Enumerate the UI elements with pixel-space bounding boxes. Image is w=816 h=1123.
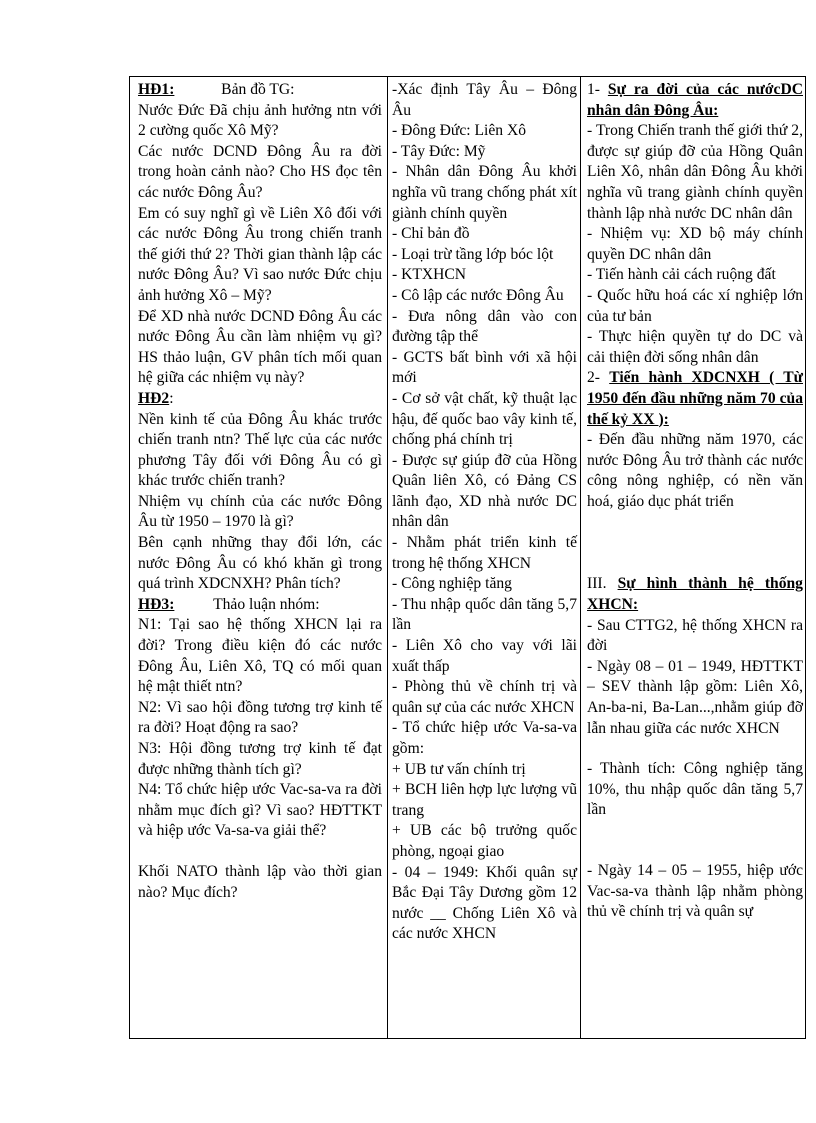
activity-paragraph bbox=[138, 615, 382, 697]
section-heading bbox=[587, 368, 803, 430]
content-text: - Quốc hữu hoá các xí nghiệp lớn của tư bản bbox=[587, 286, 803, 325]
answer-line: - 04 – 1949: Khối quân sự Bắc Đại Tây Dương gồm 12 nước __ Chống Liên Xô và các nước XHCN bbox=[392, 863, 577, 943]
content-line bbox=[587, 657, 803, 739]
content-line bbox=[587, 265, 803, 286]
content-line bbox=[587, 121, 803, 224]
answer-line: - Nhằm phát triển kinh tế trong hệ thống XHCN bbox=[392, 534, 577, 572]
activity-paragraph bbox=[138, 410, 382, 492]
lesson-table bbox=[129, 76, 806, 1039]
answer-line: - GCTS bất bình với xã hội mới bbox=[392, 348, 577, 387]
answer-line: - Tổ chức hiệp ước Va-sa-va gồm: bbox=[392, 719, 577, 757]
activity-heading-note: Bản đồ TG: bbox=[174, 81, 295, 98]
activity-text: N3: Hội đồng tương trợ kinh tế đạt được những thành tích gì? bbox=[138, 740, 382, 778]
activity-heading: HĐ2 bbox=[138, 389, 170, 407]
content-line bbox=[587, 286, 803, 327]
answer-line: - Chỉ bản đồ bbox=[392, 225, 470, 243]
answer-line: - Đưa nông dân vào con đường tập thể bbox=[392, 307, 577, 346]
answer-line: - Nhân dân Đông Âu khởi nghĩa vũ trang chống phát xít giành chính quyền bbox=[392, 163, 577, 222]
activity-paragraph bbox=[138, 739, 382, 780]
answer-line: -Xác định Tây Âu – Đông Âu bbox=[392, 81, 577, 119]
content-text: - Thực hiện quyền tự do DC và cải thiện đời sống nhân dân bbox=[587, 328, 803, 366]
content-line bbox=[587, 616, 803, 657]
content-text: 2- bbox=[587, 369, 610, 387]
section-heading bbox=[587, 574, 803, 615]
answer-line: - Liên Xô cho vay với lãi xuất thấp bbox=[392, 637, 577, 675]
answer-line: - Cô lập các nước Đông Âu bbox=[392, 286, 564, 304]
answer-line: - Loại trừ tầng lớp bóc lột bbox=[392, 245, 554, 263]
activity-paragraph bbox=[138, 780, 382, 842]
answer-line: - Phòng thủ về chính trị và quân sự của các nước XHCN bbox=[392, 678, 577, 716]
answer-line: - Đông Đức: Liên Xô bbox=[392, 122, 527, 140]
content-text: - Thành tích: Công nghiệp tăng 10%, thu nhập quốc dân tăng 5,7 lần bbox=[587, 760, 803, 819]
activity-text: Nhiệm vụ chính của các nước Đông Âu từ 1950 – 1970 là gì? bbox=[138, 492, 382, 531]
activity-heading-note: : bbox=[169, 389, 174, 407]
activity-paragraph bbox=[138, 142, 382, 204]
content-text: - Nhiệm vụ: XD bộ máy chính quyền DC nhân dân bbox=[587, 225, 803, 263]
content-text: III. bbox=[587, 575, 618, 593]
activity-text: N1: Tại sao hệ thống XHCN lại ra đời? Trong điều kiện đó các nước Đông Âu, Liên Xô, TQ có mối quan hệ mật thiết ntn? bbox=[138, 616, 382, 696]
content-line bbox=[587, 759, 803, 821]
activity-heading: HĐ1: bbox=[138, 81, 175, 98]
answer-line: - Công nghiệp tăng bbox=[392, 575, 512, 593]
activity-paragraph bbox=[138, 389, 382, 410]
section-title: Sự hình thành hệ thống XHCN: bbox=[587, 575, 803, 614]
column-activities bbox=[130, 77, 387, 1038]
activity-paragraph bbox=[138, 204, 382, 307]
answer-line: - Tây Đức: Mỹ bbox=[392, 142, 486, 160]
answer-line: - Thu nhập quốc dân tăng 5,7 lần bbox=[392, 595, 577, 634]
activity-text: Em có suy nghĩ gì về Liên Xô đối với các nước Đông Âu trong chiến tranh thế giới thứ 2? Thời gian thành lập các nước Đông Âu? Vì sao nước Đức chịu ảnh hưởng Xô – Mỹ? bbox=[138, 204, 382, 304]
activity-heading: HĐ3: bbox=[138, 595, 175, 613]
content-text: - Ngày 14 – 05 – 1955, hiệp ước Vac-sa-va thành lập nhằm phòng thủ về chính trị và quân sự bbox=[587, 862, 803, 921]
content-text: - Ngày 08 – 01 – 1949, HĐTTKT – SEV thành lập gồm: Liên Xô, An-ba-ni, Ba-Lan...,nhằm giúp đỡ lẫn nhau giữa các nước XHCN bbox=[587, 657, 803, 737]
activity-text: Nền kinh tế của Đông Âu khác trước chiến tranh ntn? Thế lực của các nước phương Tây đối với Đông Âu có gì khác trước chiến tranh? bbox=[138, 410, 382, 490]
activity-text: Bên cạnh những thay đổi lớn, các nước Đông Âu có khó khăn gì trong quá trình XDCNXH? Phân tích? bbox=[138, 534, 382, 593]
activity-paragraph bbox=[138, 101, 382, 142]
content-text: - Sau CTTG2, hệ thống XHCN ra đời bbox=[587, 616, 803, 655]
activity-paragraph bbox=[138, 307, 382, 389]
content-text: - Đến đầu những năm 1970, các nước Đông Âu trở thành các nước công nông nghiệp, có nền văn hoá, giáo dục phát triển bbox=[587, 431, 803, 510]
activity-text: Để XD nhà nước DCND Đông Âu các nước Đông Âu cần làm nhiệm vụ gì? HS thảo luận, GV phân tích mối quan hệ giữa các nhiệm vụ này? bbox=[138, 307, 382, 387]
section-title: Sự ra đời của các nướcDC nhân dân Đông Âu: bbox=[587, 81, 803, 119]
column-student-answers bbox=[387, 77, 580, 1038]
spacer bbox=[587, 821, 803, 861]
content-text: - Trong Chiến tranh thế giới thứ 2, được sự giúp đỡ của Hồng Quân Liên Xô, nhân dân Đông Âu khởi nghĩa vũ trang giành chính quyền thành lập nhà nước DC nhân dân bbox=[587, 122, 803, 222]
answer-line: + UB các bộ trưởng quốc phòng, ngoại giao bbox=[392, 822, 577, 860]
activity-paragraph bbox=[138, 698, 382, 739]
activity-paragraph bbox=[138, 533, 382, 595]
content-line bbox=[587, 861, 803, 923]
section-title: Tiến hành XDCNXH ( Từ 1950 đến đầu những năm 70 của thế kỷ XX ): bbox=[587, 369, 803, 428]
activity-text: Nước Đức Đã chịu ảnh hưởng ntn với 2 cường quốc Xô Mỹ? bbox=[138, 101, 382, 140]
activity-text: Các nước DCND Đông Âu ra đời trong hoàn cảnh nào? Cho HS đọc tên các nước Đông Âu? bbox=[138, 142, 382, 201]
content-line bbox=[587, 327, 803, 368]
activity-heading-note: Thảo luận nhóm: bbox=[174, 595, 320, 613]
content-text: - Tiến hành cải cách ruộng đất bbox=[587, 266, 776, 284]
answer-line: - Cơ sở vật chất, kỹ thuật lạc hậu, đế quốc bao vây kinh tế, chống phá chính trị bbox=[392, 389, 577, 449]
spacer bbox=[138, 842, 382, 862]
content-line bbox=[587, 430, 803, 512]
activity-paragraph bbox=[138, 492, 382, 533]
content-line bbox=[587, 224, 803, 265]
spacer bbox=[587, 512, 803, 574]
activity-paragraph bbox=[138, 80, 382, 101]
activity-paragraph bbox=[138, 595, 382, 616]
section-heading bbox=[587, 80, 803, 121]
activity-text: N4: Tổ chức hiệp ước Vac-sa-va ra đời nhằm mục đích gì? Vì sao? HĐTTKT và hiệp ước Va-sa-va giải thể? bbox=[138, 781, 382, 840]
answer-line: + BCH liên hợp lực lượng vũ trang bbox=[392, 781, 577, 819]
spacer bbox=[587, 739, 803, 759]
content-text: 1- bbox=[587, 81, 608, 98]
column-lesson-content bbox=[580, 77, 807, 1038]
activity-paragraph bbox=[138, 862, 382, 903]
answer-line: + UB tư vấn chính trị bbox=[392, 760, 526, 778]
answer-line: - Được sự giúp đỡ của Hồng Quân liên Xô, có Đảng CS lãnh đạo, XD nhà nước DC nhân dân bbox=[392, 451, 577, 531]
activity-text: Khối NATO thành lập vào thời gian nào? Mục đích? bbox=[138, 862, 382, 901]
answer-line: - KTXHCN bbox=[392, 266, 467, 284]
activity-text: N2: Vì sao hội đồng tương trợ kinh tế ra đời? Hoạt động ra sao? bbox=[138, 698, 382, 737]
